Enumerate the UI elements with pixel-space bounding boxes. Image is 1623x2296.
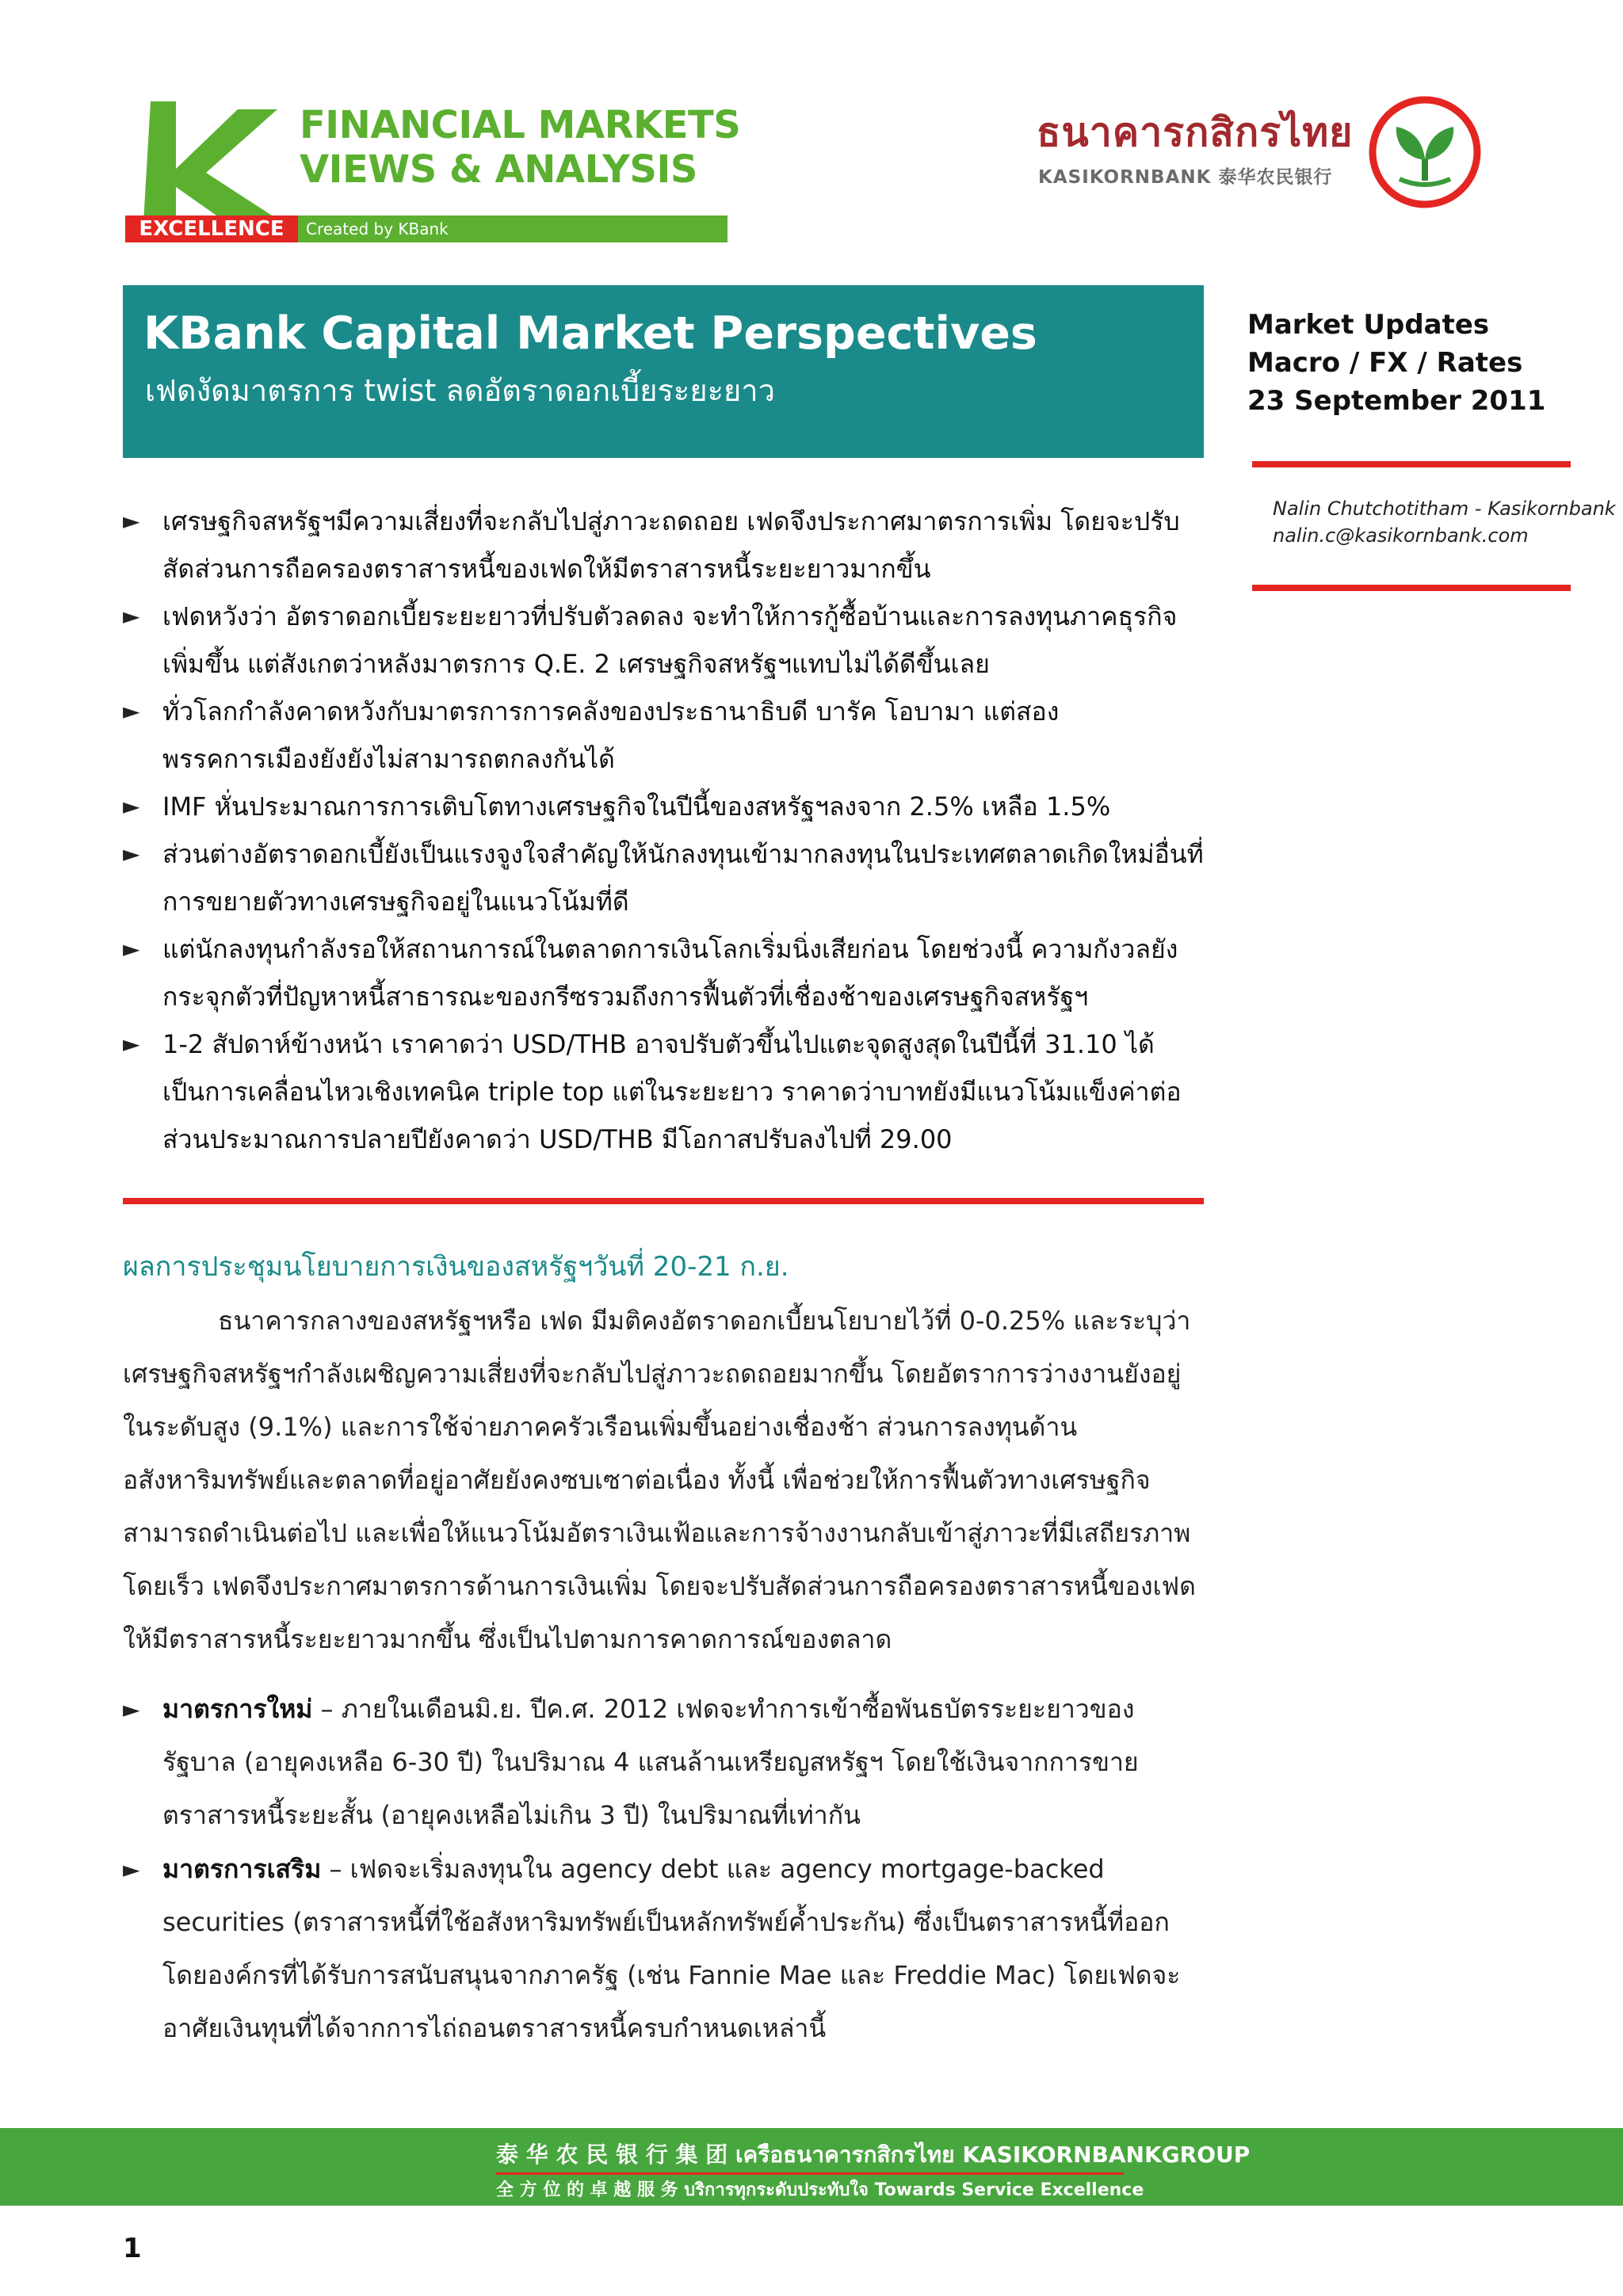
measure-bullet-body — [123, 1843, 1204, 2055]
summary-bullet-text: เฟดหวังว่า อัตราดอกเบี้ยระยะยาวที่ปรับตัวลดลง จะทำให้การกู้ซื้อบ้านและการลงทุนภาคธุรกิจเพิ่มขึ้น แต่สังเกตว่าหลังมาตรการ Q.E. 2 เศรษฐกิจสหรัฐฯแทบไม่ได้ดีขึ้นเลย — [162, 601, 1178, 679]
author-divider-bottom — [1252, 585, 1571, 591]
bullet-arrow-icon: ► — [123, 508, 140, 534]
report-date: 23 September 2011 — [1247, 385, 1546, 417]
footer-bar — [0, 2128, 1623, 2206]
kbank-emblem-icon — [1368, 95, 1482, 209]
footer-slogan: 全 方 位 的 卓 越 服 务 บริการทุกระดับประทับใจ Towards Service Excellence — [496, 2180, 1144, 2200]
summary-bullet — [123, 498, 1204, 593]
brand-line-2: VIEWS & ANALYSIS — [300, 147, 697, 192]
summary-bullet — [123, 830, 1204, 925]
brand-line-1: FINANCIAL MARKETS — [300, 103, 741, 147]
bullet-arrow-icon: ► — [123, 936, 140, 962]
report-type: Market Updates — [1247, 309, 1490, 341]
excellence-label: EXCELLENCE — [125, 215, 298, 242]
bank-name-thai: ธนาคารกสิกรไทย — [1037, 109, 1354, 155]
summary-bullet — [123, 783, 1204, 830]
title-box — [123, 285, 1204, 458]
bank-name-en: KASIKORNBANK 泰华农民银行 — [1038, 167, 1333, 188]
bullet-arrow-icon: ► — [123, 698, 140, 724]
summary-bullet-text: เศรษฐกิจสหรัฐฯมีความเสี่ยงที่จะกลับไปสู่ภาวะถดถอย เฟดจึงประกาศมาตรการเพิ่ม โดยจะปรับสัดส่วนการถือครองตราสารหนี้ของเฟดให้มีตราสารหนี้ระยะยาวมากขึ้น — [162, 506, 1180, 584]
measure-bullet-body — [123, 1683, 1204, 1842]
footer-red-line — [496, 2172, 1124, 2175]
author-email[interactable]: nalin.c@kasikornbank.com — [1273, 524, 1529, 547]
summary-bullet — [123, 688, 1204, 783]
bullet-arrow-icon: ► — [123, 841, 140, 867]
author-name: Nalin Chutchotitham - Kasikornbank — [1273, 498, 1616, 520]
bullet-arrow-icon: ► — [123, 793, 140, 819]
measure-text: – เฟดจะเริ่มลงทุนใน agency debt และ agency mortgage-backed securities (ตราสารหนี้ที่ใช้อสังหาริมทรัพย์เป็นหลักทรัพย์ค้ำประกัน) ซึ่งเป็นตราสารหนี้ที่ออกโดยองค์กรที่ได้รับการสนับสนุนจากภาครัฐ (เช่น Fannie Mae และ Freddie Mac) โดยเฟดจะอาศัยเงินทุนที่ได้จากการไถ่ถอนตราสารหนี้ครบกำหนดเหล่านี้ — [162, 1854, 1181, 2043]
report-category: Macro / FX / Rates — [1247, 347, 1523, 379]
page-title: KBank Capital Market Perspectives — [143, 307, 1037, 360]
measure-label: มาตรการใหม่ — [162, 1694, 313, 1724]
summary-bullet-text: 1-2 สัปดาห์ข้างหน้า เราคาดว่า USD/THB อาจปรับตัวขึ้นไปแตะจุดสูงสุดในปีนี้ที่ 31.10 ได้ เป็นการเคลื่อนไหวเชิงเทคนิค triple top แต่ในระยะยาว ราคาดว่าบาทยังมีแนวโน้มแข็งค่าต่อ ส่วนประมาณการปลายปียังคาดว่า USD/THB มีโอกาสปรับลงไปที่ 29.00 — [162, 1029, 1182, 1154]
measure-bullet-supplementary — [123, 1843, 1204, 2055]
excellence-bar — [125, 215, 727, 242]
summary-bullet — [123, 1020, 1204, 1163]
summary-bullet-text: ทั่วโลกกำลังคาดหวังกับมาตรการการคลังของประธานาธิบดี บารัค โอบามา แต่สองพรรคการเมืองยังยังไม่สามารถตกลงกันได้ — [162, 696, 1060, 774]
section-divider — [123, 1198, 1204, 1204]
measure-text: – ภายในเดือนมิ.ย. ปีค.ศ. 2012 เฟดจะทำการเข้าซื้อพันธบัตรระยะยาวของรัฐบาล (อายุคงเหลือ 6-30 ปี) ในปริมาณ 4 แสนล้านเหรียญสหรัฐฯ โดยใช้เงินจากการขายตราสารหนี้ระยะสั้น (อายุคงเหลือไม่เกิน 3 ปี) ในปริมาณที่เท่ากัน — [162, 1694, 1139, 1830]
section-heading: ผลการประชุมนโยบายการเงินของสหรัฐฯวันที่ 20-21 ก.ย. — [123, 1251, 789, 1283]
brand-title — [300, 103, 740, 192]
bullet-arrow-icon: ► — [123, 603, 140, 629]
summary-bullet — [123, 925, 1204, 1020]
bullet-arrow-icon: ► — [123, 1031, 140, 1057]
summary-bullet-text: แต่นักลงทุนกำลังรอให้สถานการณ์ในตลาดการเงินโลกเริ่มนิ่งเสียก่อน โดยช่วงนี้ ความกังวลยังกระจุกตัวที่ปัญหาหนี้สาธารณะของกรีซรวมถึงการฟื้นตัวที่เชื่องช้าของเศรษฐกิจสหรัฐฯ — [162, 934, 1178, 1012]
author-divider-top — [1252, 461, 1571, 467]
summary-bullet-text: ส่วนต่างอัตราดอกเบี้ยังเป็นแรงจูงใจสำคัญให้นักลงทุนเข้ามากลงทุนในประเทศตลาดเกิดใหม่อื่นที่การขยายตัวทางเศรษฐกิจอยู่ในแนวโน้มที่ดี — [162, 839, 1204, 917]
measure-bullet-new — [123, 1683, 1204, 1842]
page-subtitle: เฟดงัดมาตรการ twist ลดอัตราดอกเบี้ยระยะยาว — [145, 373, 775, 408]
page-number: 1 — [123, 2233, 142, 2264]
created-by-label: Created by KBank — [306, 219, 449, 238]
footer-group-name: 泰 华 农 民 银 行 集 团 เครือธนาคารกสิกรไทย KASIKORNBANKGROUP — [496, 2142, 1251, 2168]
summary-bullet — [123, 593, 1204, 688]
summary-bullet-text: IMF หั่นประมาณการการเติบโตทางเศรษฐกิจในปีนี้ของสหรัฐฯลงจาก 2.5% เหลือ 1.5% — [162, 791, 1111, 822]
bullet-arrow-icon: ► — [123, 1696, 140, 1722]
measure-label: มาตรการเสริม — [162, 1854, 322, 1884]
bullet-arrow-icon: ► — [123, 1856, 140, 1882]
section-paragraph: ธนาคารกลางของสหรัฐฯหรือ เฟด มีมติคงอัตราดอกเบี้ยนโยบายไว้ที่ 0-0.25% และระบุว่าเศรษฐกิจสหรัฐฯกำลังเผชิญความเสี่ยงที่จะกลับไปสู่ภาวะถดถอยมากขึ้น โดยอัตราการว่างงานยังอยู่ในระดับสูง (9.1%) และการใช้จ่ายภาคครัวเรือนเพิ่มขึ้นอย่างเชื่องช้า ส่วนการลงทุนด้านอสังหาริมทรัพย์และตลาดที่อยู่อาศัยยังคงซบเซาต่อเนื่อง ทั้งนี้ เพื่อช่วยให้การฟื้นตัวทางเศรษฐกิจสามารถดำเนินต่อไป และเพื่อให้แนวโน้มอัตราเงินเฟ้อและการจ้างงานกลับเข้าสู่ภาวะที่มีเสถียรภาพโดยเร็ว เฟดจึงประกาศมาตรการด้านการเงินเพิ่ม โดยจะปรับสัดส่วนการถือครองตราสารหนี้ของเฟดให้มีตราสารหนี้ระยะยาวมากขึ้น ซึ่งเป็นไปตามการคาดการณ์ของตลาด — [123, 1306, 1196, 1654]
